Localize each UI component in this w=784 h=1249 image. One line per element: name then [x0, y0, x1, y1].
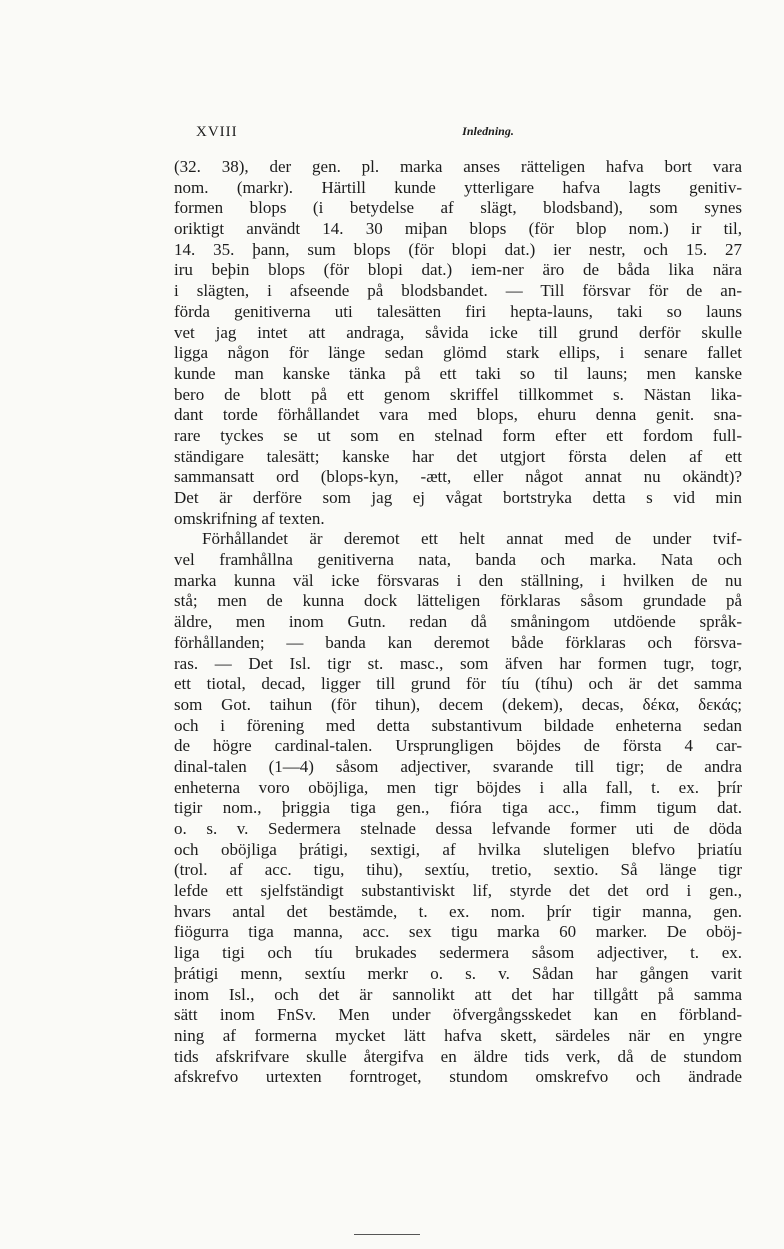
text-line: förda genitiverna uti talesätten firi hepta-launs, taki so launs: [174, 301, 742, 321]
text-line: fiögurra tiga manna, acc. sex tigu marka 60 marker. De oböj-: [174, 922, 742, 942]
text-line: (32. 38), der gen. pl. marka anses rätteligen hafva bort vara: [174, 157, 742, 176]
text-line: förhållanden; — banda kan deremot både förklaras och försva-: [174, 632, 742, 652]
text-line: ett tiotal, decad, ligger till grund för tíu (tíhu) och är det samma: [174, 674, 742, 694]
text-line: vet jag intet att andraga, såvida icke till grund derför skulle: [174, 322, 742, 342]
body-text: [174, 157, 742, 1088]
text-line: tids afskrifvare skulle återgifva en äldre tids verk, då de stundom: [174, 1046, 742, 1066]
text-line: rare tyckes se ut som en stelnad form efter ett fordom full-: [174, 425, 742, 445]
text-line: liga tigi och tíu brukades sedermera såsom adjectiver, t. ex.: [174, 943, 742, 963]
text-line: omskrifning af texten.: [174, 508, 325, 528]
text-line: marka kunna väl icke försvaras i den ställning, i hvilken de nu: [174, 570, 742, 590]
text-line: 14. 35. þann, sum blops (för blopi dat.) ier nestr, och 15. 27: [174, 239, 742, 259]
text-line: som Got. taihun (för tihun), decem (dekem), decas, δέκα, δεκάς;: [174, 694, 742, 714]
text-line: och oböjliga þrátigi, sextigi, af hvilka sluteligen blefvo þriatíu: [174, 839, 742, 859]
text-line: oriktigt användt 14. 30 miþan blops (för blop nom.) ir til,: [174, 219, 742, 239]
text-line: þrátigi menn, sextíu merkr o. s. v. Sådan har gången varit: [174, 963, 742, 983]
text-line: iru beþin blops (för blopi dat.) iem-ner äro de båda lika nära: [174, 260, 742, 280]
text-line: nom. (markr). Härtill kunde ytterligare hafva lagts genitiv-: [174, 177, 742, 197]
text-line: formen blops (i betydelse af slägt, blodsband), som synes: [174, 198, 742, 218]
text-line: bero de blott på ett genom skriffel tillkommet s. Nästan lika-: [174, 384, 742, 404]
text-line: ras. — Det Isl. tigr st. masc., som äfven har formen tugr, togr,: [174, 653, 742, 673]
text-line: äldre, men inom Gutn. redan då småningom utdöende språk-: [174, 612, 742, 632]
text-line: afskrefvo urtexten forntroget, stundom omskrefvo och ändrade: [174, 1067, 742, 1087]
text-line: enheterna voro oböjliga, men tigr böjdes i alla fall, t. ex. þrír: [174, 777, 742, 797]
text-line: o. s. v. Sedermera stelnade dessa lefvande former uti de döda: [174, 819, 742, 838]
text-line: ning af formerna mycket lätt hafva skett, särdeles när en yngre: [174, 1025, 742, 1045]
running-title: Inledning.: [462, 124, 514, 138]
text-line: hvars antal det bestämde, t. ex. nom. þrír tigir manna, gen.: [174, 901, 742, 921]
text-line: sätt inom FnSv. Men under öfvergångsskedet kan en förbland-: [174, 1005, 742, 1025]
text-line: tigir nom., þriggia tiga gen., fióra tiga acc., fimm tigum dat.: [174, 798, 742, 818]
text-line: stå; men de kunna dock lätteligen förklaras såsom grundade på: [174, 591, 742, 611]
text-line: inom Isl., och det är sannolikt att det har tillgått på samma: [174, 984, 742, 1004]
footer-rule: [354, 1234, 420, 1235]
text-line: de högre cardinal-talen. Ursprungligen böjdes de första 4 car-: [174, 736, 742, 756]
page-number: XVIII: [196, 124, 238, 140]
text-line: sammansatt ord (blops-kyn, -ætt, eller något annat nu okändt)?: [174, 467, 742, 487]
text-line: dant torde förhållandet vara med blops, ehuru denna genit. sna-: [174, 405, 742, 425]
text-line: ligga någon för länge sedan glömd stark ellips, i senare fallet: [174, 343, 742, 363]
text-line: dinal-talen (1—4) såsom adjectiver, svarande till tigr; de andra: [174, 756, 742, 776]
running-head: [174, 124, 742, 146]
text-line: Det är derföre som jag ej vågat bortstryka detta s vid min: [174, 488, 742, 507]
text-line: ständigare talesätt; kanske har det utgjort första delen af ett: [174, 446, 742, 466]
text-line: och i förening med detta substantivum bildade enheterna sedan: [174, 715, 742, 735]
text-line: Förhållandet är deremot ett helt annat med de under tvif-: [202, 529, 742, 549]
text-line: kunde man kanske tänka på ett taki so til launs; men kanske: [174, 363, 742, 383]
text-line: vel framhållna genitiverna nata, banda och marka. Nata och: [174, 550, 742, 570]
text-line: lefde ett sjelfständigt substantiviskt lif, styrde det det ord i gen.,: [174, 881, 742, 901]
text-line: (trol. af acc. tigu, tihu), sextíu, tretio, sextio. Så länge tigr: [174, 860, 742, 880]
text-line: i slägten, i afseende på blodsbandet. — Till försvar för de an-: [174, 281, 742, 301]
